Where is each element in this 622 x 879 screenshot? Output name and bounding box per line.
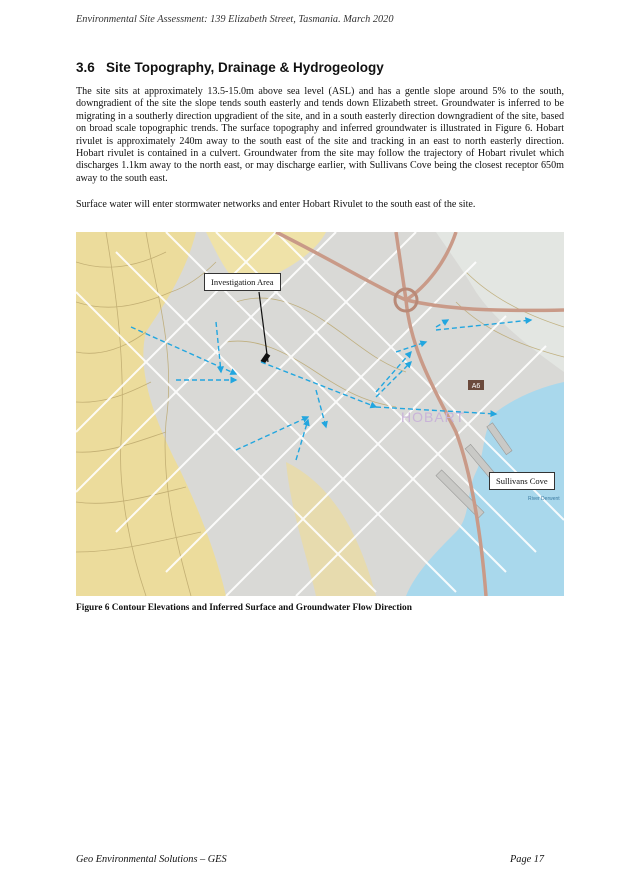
footer-company: Geo Environmental Solutions – GES: [76, 854, 227, 865]
section-heading: [76, 60, 384, 75]
section-title: Site Topography, Drainage & Hydrogeology: [106, 60, 384, 75]
section-number: 3.6: [76, 60, 95, 75]
map-image: [76, 232, 564, 596]
investigation-area-callout: Investigation Area: [204, 273, 281, 291]
river-label: River Derwent: [528, 496, 560, 502]
page-header: Environmental Site Assessment: 139 Elizabeth Street, Tasmania. March 2020: [76, 14, 394, 25]
body-paragraph: Surface water will enter stormwater networks and enter Hobart Rivulet to the south east of the site.: [76, 199, 476, 210]
figure-caption: Figure 6 Contour Elevations and Inferred Surface and Groundwater Flow Direction: [76, 603, 412, 613]
body-paragraph: The site sits at approximately 13.5-15.0m above sea level (ASL) and has a gentle slope around 5% to the south, downgradient of the site the slope tends south easterly and tends down Elizabeth street. Groundwater is inferred to be migrating in a southerly direction upgradient of the site, and in a south easterly direction downgradient of the site, based on broad scale topographic trends. The surface topography and inferred groundwater is illustrated in Figure 6. Hobart rivulet is approximately 240m away to the south east of the site and tracking in an east to north easterly direction. Hobart rivulet is contained in a culvert. Groundwater from the site may follow the trajectory of Hobart rivulet which discharges 1.1km away to the north east, or may discharge earlier, with Sullivans Cove being the closest receptor 650m away to the south east.: [76, 86, 564, 184]
footer-page-number: Page 17: [510, 854, 545, 865]
highway-badge: [468, 380, 484, 390]
city-label: HOBART: [401, 409, 466, 425]
topography-map-figure: [76, 232, 564, 596]
highway-label: A6: [471, 383, 481, 390]
sullivans-cove-callout: Sullivans Cove: [489, 472, 555, 490]
